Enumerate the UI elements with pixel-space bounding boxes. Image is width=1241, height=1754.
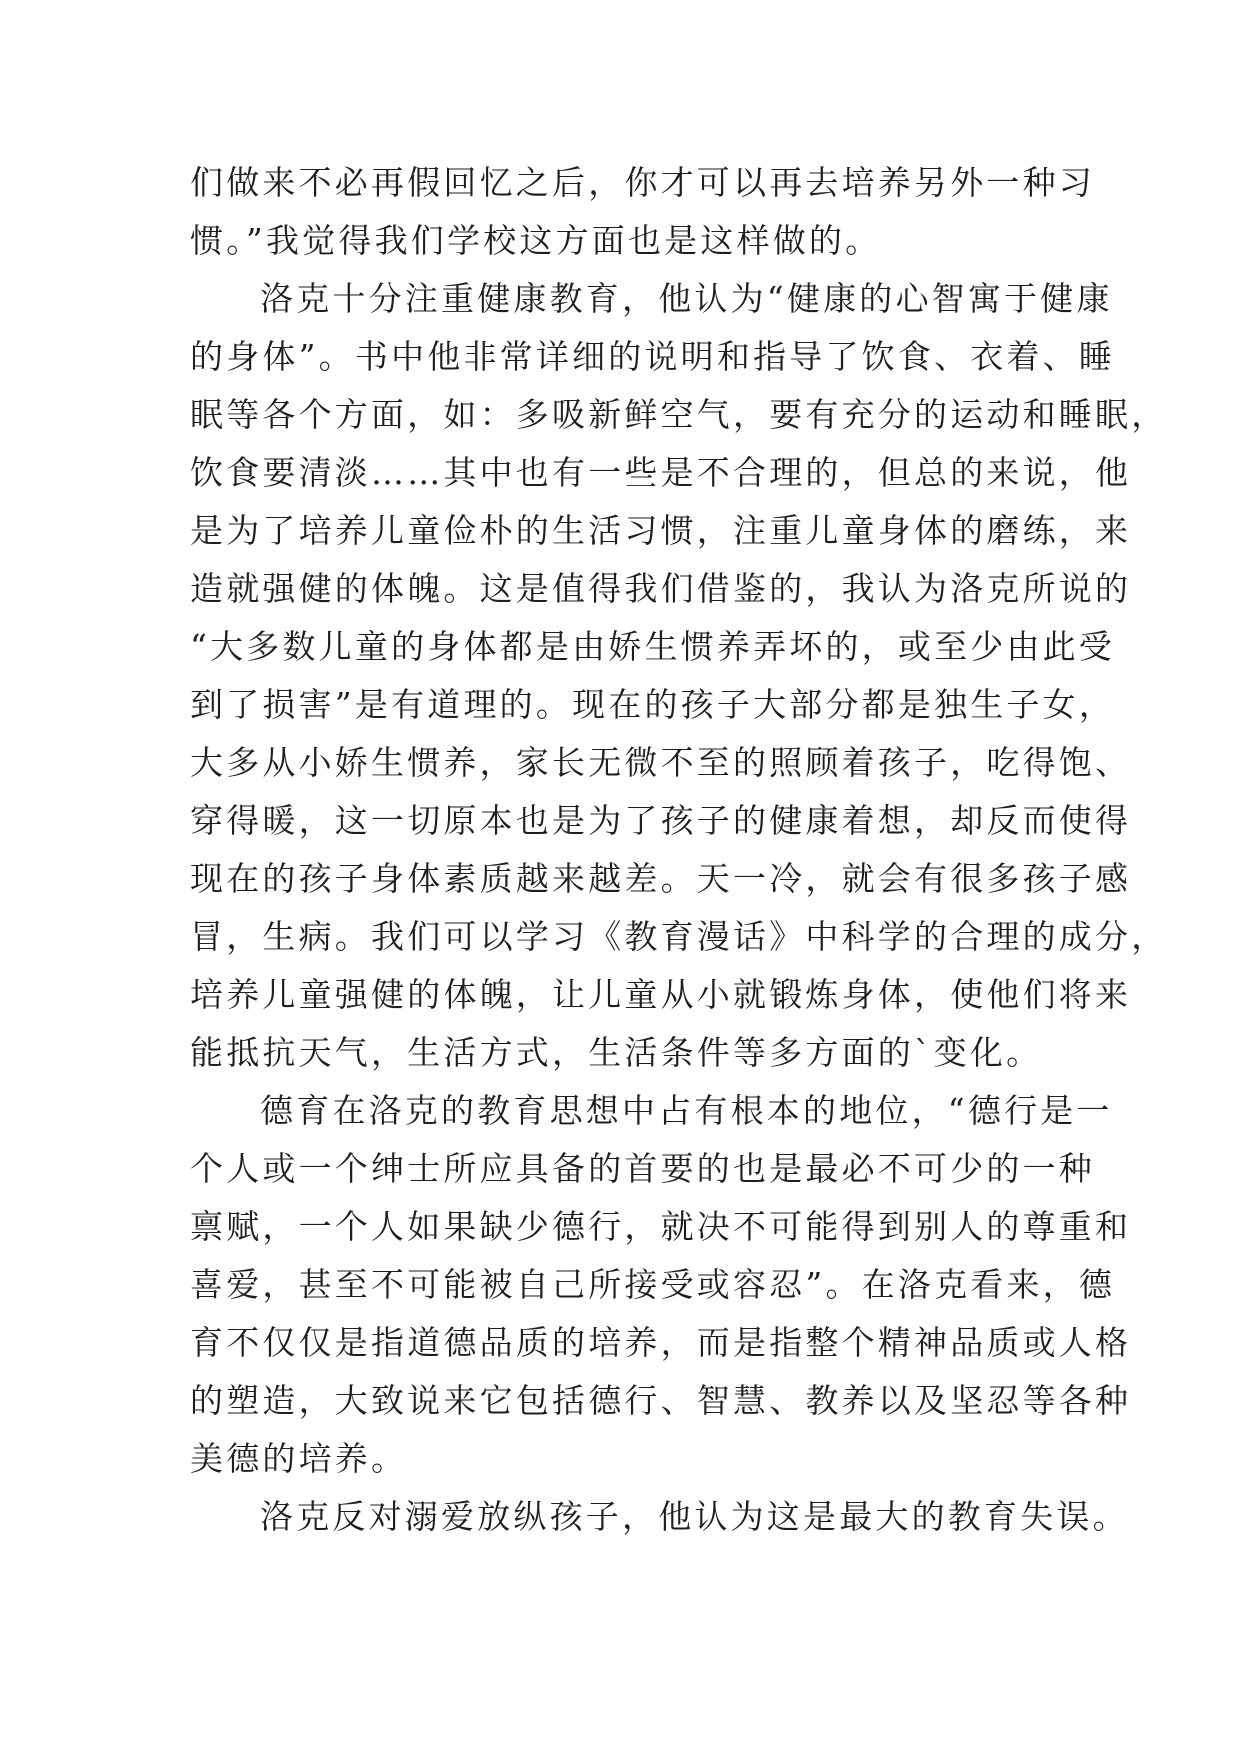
text-line: 的身体”。书中他非常详细的说明和指导了饮食、衣着、睡 xyxy=(190,337,1116,376)
text-line: 禀赋，一个人如果缺少德行，就决不可能得到别人的尊重和 xyxy=(190,1207,1132,1246)
text-line: 育不仅仅是指道德品质的培养，而是指整个精神品质或人格 xyxy=(190,1323,1132,1362)
text-line: 能抵抗天气，生活方式，生活条件等多方面的`变化。 xyxy=(190,1033,1043,1072)
text-line: 们做来不必再假回忆之后，你才可以再去培养另外一种习 xyxy=(190,163,1095,202)
text-line: 大多从小娇生惯养，家长无微不至的照顾着孩子，吃得饱、 xyxy=(190,743,1132,782)
text-line: 现在的孩子身体素质越来越差。天一冷，就会有很多孩子感 xyxy=(190,859,1132,898)
text-line: 美德的培养。 xyxy=(190,1439,408,1478)
text-line: 洛克反对溺爱放纵孩子，他认为这是最大的教育失误。 xyxy=(260,1497,1129,1536)
text-line: 个人或一个绅士所应具备的首要的也是最必不可少的一种 xyxy=(190,1149,1095,1188)
text-line: 造就强健的体魄。这是值得我们借鉴的，我认为洛克所说的 xyxy=(190,569,1132,608)
text-line: 惯。”我觉得我们学校这方面也是这样做的。 xyxy=(190,221,882,260)
body-text xyxy=(190,154,1168,1546)
text-line: 的塑造，大致说来它包括德行、智慧、教养以及坚忍等各种 xyxy=(190,1381,1132,1420)
text-line: 德育在洛克的教育思想中占有根本的地位，“德行是一 xyxy=(260,1091,1113,1130)
text-line: 穿得暖，这一切原本也是为了孩子的健康着想，却反而使得 xyxy=(190,801,1132,840)
text-line: 喜爱，甚至不可能被自己所接受或容忍”。在洛克看来，德 xyxy=(190,1265,1116,1304)
text-line: 冒，生病。我们可以学习《教育漫话》中科学的合理的成分， xyxy=(190,917,1168,956)
text-line: 到了损害”是有道理的。现在的孩子大部分都是独生子女， xyxy=(190,685,1116,724)
text-line: 洛克十分注重健康教育，他认为“健康的心智寓于健康 xyxy=(260,279,1113,318)
text-line: 培养儿童强健的体魄，让儿童从小就锻炼身体，使他们将来 xyxy=(190,975,1132,1014)
text-line: “大多数儿童的身体都是由娇生惯养弄坏的，或至少由此受 xyxy=(190,627,1116,666)
text-line: 眠等各个方面，如：多吸新鲜空气，要有充分的运动和睡眠， xyxy=(190,395,1168,434)
text-line: 饮食要清淡……其中也有一些是不合理的，但总的来说，他 xyxy=(190,453,1132,492)
text-line: 是为了培养儿童俭朴的生活习惯，注重儿童身体的磨练，来 xyxy=(190,511,1132,550)
